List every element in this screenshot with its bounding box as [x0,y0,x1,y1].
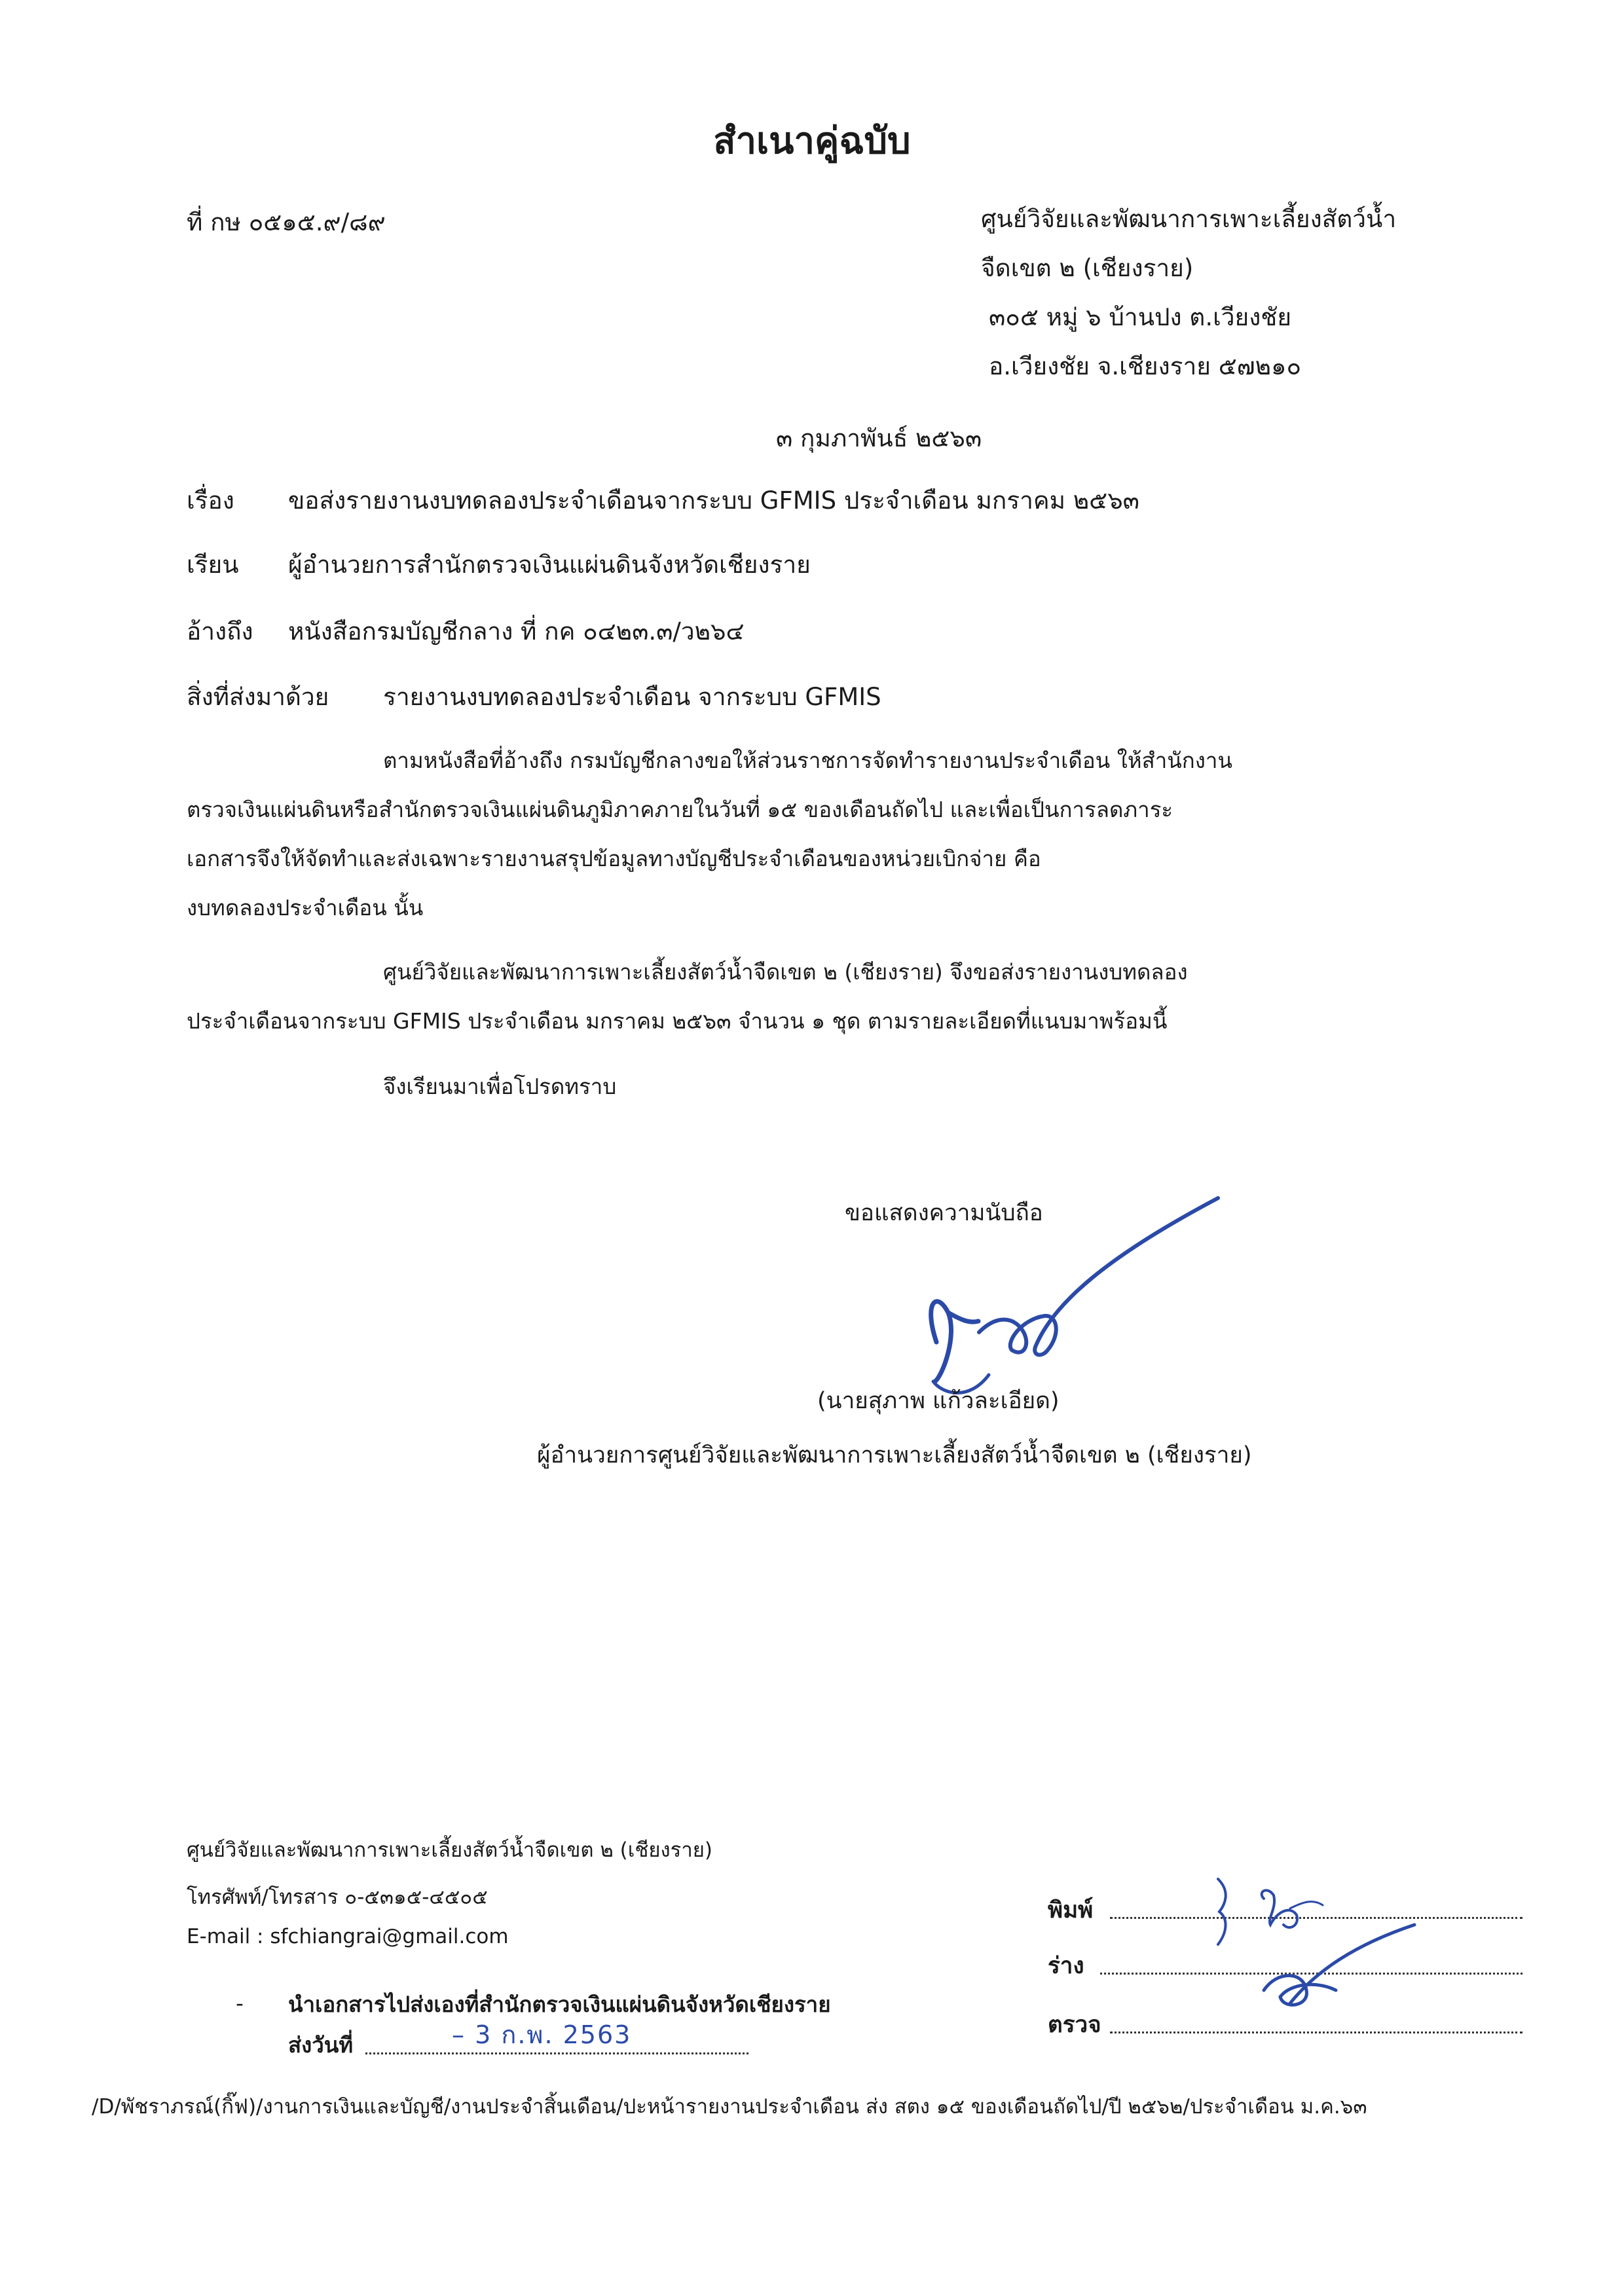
footer-email: E-mail : sfchiangrai@gmail.com [187,1925,509,1948]
recipient-label: เรียน [187,551,239,579]
org-address-line-4: อ.เวียงชัย จ.เชียงราย ๕๗๒๑๐ [989,352,1302,380]
paragraph-1-line-2: ตรวจเงินแผ่นดินหรือสำนักตรวจเงินแผ่นดินภูมิภาคภายในวันที่ ๑๕ ของเดือนถัดไป และเพื่อเป็นการลดภาระ [187,797,1173,822]
closing-line: จึงเรียนมาเพื่อโปรดทราบ [383,1074,617,1099]
salutation: ขอแสดงความนับถือ [845,1200,1043,1226]
paragraph-2-line-1: ศูนย์วิจัยและพัฒนาการเพาะเลี้ยงสัตว์น้ำจืดเขต ๒ (เชียงราย) จึงขอส่งรายงานงบทดลอง [383,959,1188,985]
reference-label: อ้างถึง [187,617,253,646]
recipient-text: ผู้อำนวยการสำนักตรวจเงินแผ่นดินจังหวัดเชียงราย [288,551,811,579]
file-path: /D/พัชราภรณ์(กิ๊ฟ)/งานการเงินและบัญชี/งานประจำสิ้นเดือน/ปะหน้ารายงานประจำเดือน ส่ง สตง ๑๕ ของเดือนถัดไป/ปี ๒๕๖๒/ประจำเดือน ม.ค.๖๓ [92,2095,1367,2119]
paragraph-1-line-3: เอกสารจึงให้จัดทำและส่งเฉพาะรายงานสรุปข้อมูลทางบัญชีประจำเดือนของหน่วยเบิกจ่าย คือ [187,846,1041,871]
signatory-position: ผู้อำนวยการศูนย์วิจัยและพัฒนาการเพาะเลี้ยงสัตว์น้ำจืดเขต ๒ (เชียงราย) [537,1442,1252,1468]
org-address-line-1: ศูนย์วิจัยและพัฒนาการเพาะเลี้ยงสัตว์น้ำ [981,205,1397,233]
sent-date-stamp: – 3 ก.พ. 2563 [452,2020,632,2049]
org-address-line-3: ๓๐๕ หมู่ ๖ บ้านปง ต.เวียงชัย [989,303,1292,331]
paragraph-1-line-1: ตามหนังสือที่อ้างถึง กรมบัญชีกลางขอให้ส่วนราชการจัดทำรายงานประจำเดือน ให้สำนักงาน [383,748,1232,773]
delivery-note: นำเอกสารไปส่งเองที่สำนักตรวจเงินแผ่นดินจังหวัดเชียงราย [288,1992,831,2017]
paragraph-1-line-4: งบทดลองประจำเดือน นั้น [187,895,424,920]
document-date: ๓ กุมภาพันธ์ ๒๕๖๓ [776,424,982,452]
enclosure-text: รายงานงบทดลองประจำเดือน จากระบบ GFMIS [383,683,881,711]
drafted-by-label: ร่าง [1048,1953,1084,1979]
sent-date-label: ส่งวันที่ [288,2032,354,2058]
paragraph-2-line-2: ประจำเดือนจากระบบ GFMIS ประจำเดือน มกราคม ๒๕๖๓ จำนวน ๑ ชุด ตามรายละเอียดที่แนบมาพร้อมนี้ [187,1008,1168,1034]
enclosure-label: สิ่งที่ส่งมาด้วย [187,683,329,711]
footer-organisation: ศูนย์วิจัยและพัฒนาการเพาะเลี้ยงสัตว์น้ำจืดเขต ๒ (เชียงราย) [187,1838,713,1862]
reference-text: หนังสือกรมบัญชีกลาง ที่ กค ๐๔๒๓.๓/ว๒๖๔ [288,617,745,646]
checked-by-label: ตรวจ [1048,2012,1101,2038]
footer-phone: โทรศัพท์/โทรสาร ๐-๕๓๑๕-๔๕๐๕ [187,1886,488,1909]
initials-signature [1205,1872,1428,2043]
document-title: สำเนาคู่ฉบับ [713,120,911,162]
subject-label: เรื่อง [187,486,234,515]
delivery-dash: - [236,1990,244,2016]
signatory-name: (นายสุภาพ แก้วละเอียด) [817,1388,1060,1414]
reference-number: ที่ กษ ๐๕๑๕.๙/๘๙ [187,208,386,236]
typed-by-label: พิมพ์ [1048,1897,1094,1923]
subject-text: ขอส่งรายงานงบทดลองประจำเดือนจากระบบ GFMIS ประจำเดือน มกราคม ๒๕๖๓ [288,486,1139,515]
org-address-line-2: จืดเขต ๒ (เชียงราย) [981,254,1194,282]
